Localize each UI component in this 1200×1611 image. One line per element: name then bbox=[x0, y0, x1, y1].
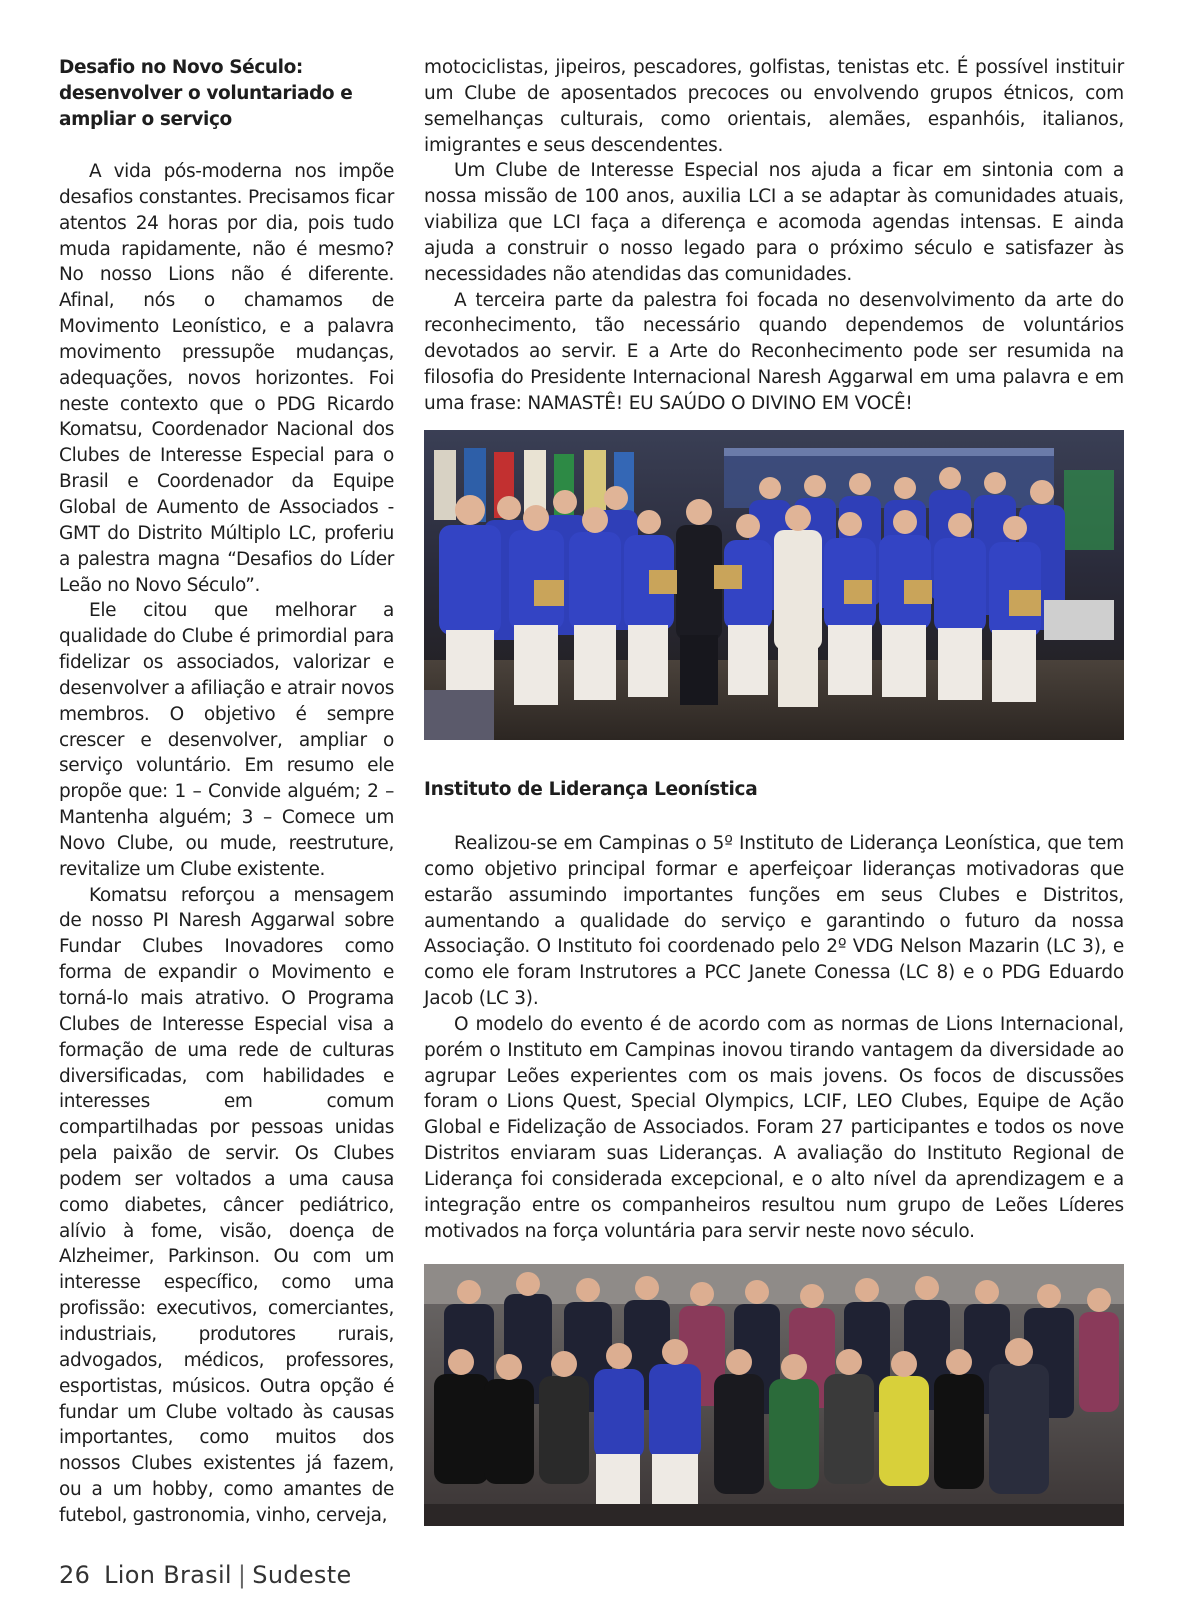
group-photo-illustration bbox=[424, 430, 1124, 740]
paragraph: Ele citou que melhorar a qualidade do Clube é primordial para fidelizar os associados, valorizar e desenvolver a afiliação e atrair novos membros. O objetivo é sempre crescer e desenvolver, ampliar o serviço voluntário. Em resumo ele propõe que: 1 – Convide alguém; 2 – Mantenha alguém; 3 – Comece um Novo Clube, ou mude, reestruture, revitalize um Clube existente. bbox=[59, 600, 394, 880]
paragraph: Komatsu reforçou a mensagem de nosso PI Naresh Aggarwal sobre Fundar Clubes Inovadores como forma de expandir o Movimento e torná-lo mais atrativo. O Programa Clubes de Interesse Especial visa a formação de uma rede de culturas diversificadas, com habilidades e interesses em comum compartilhadas por pessoas unidas pela paixão de servir. Os Clubes podem ser voltados a uma causa como diabetes, câncer pediátrico, alívio à fome, visão, doença de Alzheimer, Parkinson. Ou com um interesse específico, como uma profissão: executivos, comerciantes, industriais, produtores rurais, advogados, médicos, professores, esportistas, músicos. Outra opção é fundar um Clube voltado às causas importantes, como muitos dos nossos Clubes existentes já fazem, ou a um hobby, como amantes de futebol, gastronomia, vinho, cerveja, bbox=[59, 884, 394, 1526]
section-heading-instituto: Instituto de Liderança Leonística bbox=[424, 779, 758, 800]
magazine-region: Sudeste bbox=[252, 1561, 352, 1589]
paragraph: Realizou-se em Campinas o 5º Instituto de Liderança Leonística, que tem como objetivo principal formar e aperfeiçoar lideranças motivadoras que estarão assumindo importantes funções em seus Clubes e Distritos, aumentando a qualidade do serviço e garantindo o futuro da nossa Associação. O Instituto foi coordenado pelo 2º VDG Nelson Mazarin (LC 3), e como ele foram Instrutores a PCC Janete Conessa (LC 8) e o PDG Eduardo Jacob (LC 3). bbox=[424, 833, 1124, 1010]
page-number: 26 bbox=[59, 1561, 91, 1589]
footer-separator: | bbox=[237, 1561, 247, 1589]
group-photo-award-ceremony bbox=[424, 430, 1124, 740]
paragraph: motociclistas, jipeiros, pescadores, golfistas, tenistas etc. É possível instituir um Clube de aposentados precoces ou envolvendo grupos étnicos, com semelhanças culturais, como orientais, alemães, espanhóis, italianos, imigrantes e seus descendentes. bbox=[424, 57, 1124, 156]
right-column bbox=[424, 55, 1124, 417]
institute-text bbox=[424, 831, 1124, 1245]
magazine-title: Lion Brasil bbox=[104, 1561, 232, 1589]
section-heading-desafio: Desafio no Novo Século: desenvolver o voluntariado e ampliar o serviço bbox=[59, 57, 353, 130]
group-photo-illustration bbox=[424, 1264, 1124, 1526]
left-column bbox=[59, 55, 394, 1529]
paragraph: A vida pós-moderna nos impõe desafios constantes. Precisamos ficar atentos 24 horas por dia, pois tudo muda rapidamente, não é mesmo? No nosso Lions não é diferente. Afinal, nós o chamamos de Movimento Leonístico, e a palavra movimento pressupõe mudanças, adequações, novos horizontes. Foi neste contexto que o PDG Ricardo Komatsu, Coordenador Nacional dos Clubes de Interesse Especial para o Brasil e Coordenador da Equipe Global de Aumento de Associados - GMT do Distrito Múltiplo LC, proferiu a palestra magna “Desafios do Líder Leão no Novo Século”. bbox=[59, 161, 394, 596]
paragraph: Um Clube de Interesse Especial nos ajuda a ficar em sintonia com a nossa missão de 100 anos, auxilia LCI a se adaptar às comunidades atuais, viabiliza que LCI faça a diferença e acomoda agendas intensas. E ainda ajuda a construir o nosso legado para o próximo século e satisfazer às necessidades não atendidas das comunidades. bbox=[424, 160, 1124, 285]
paragraph: O modelo do evento é de acordo com as normas de Lions Internacional, porém o Instituto em Campinas inovou tirando vantagem da diversidade ao agrupar Leões experientes com os mais jovens. Os focos de discussões foram o Lions Quest, Special Olympics, LCIF, LEO Clubes, Equipe de Ação Global e Fidelização de Associados. Foram 27 participantes e todos os nove Distritos enviaram suas Lideranças. A avaliação do Instituto Regional de Liderança foi considerada excepcional, e o alto nível da aprendizagem e a integração entre os companheiros resultou num grupo de Leões Líderes motivados na força voluntária para servir neste novo século. bbox=[424, 1013, 1124, 1242]
paragraph: A terceira parte da palestra foi focada no desenvolvimento da arte do reconhecimento, tão necessário quando dependemos de voluntários devotados ao servir. E a Arte do Reconhecimento pode ser resumida na filosofia do Presidente Internacional Naresh Aggarwal em uma palavra e em uma frase: NAMASTÊ! EU SAÚDO O DIVINO EM VOCÊ! bbox=[424, 289, 1124, 414]
page-footer bbox=[59, 1561, 352, 1589]
group-photo-institute bbox=[424, 1264, 1124, 1526]
